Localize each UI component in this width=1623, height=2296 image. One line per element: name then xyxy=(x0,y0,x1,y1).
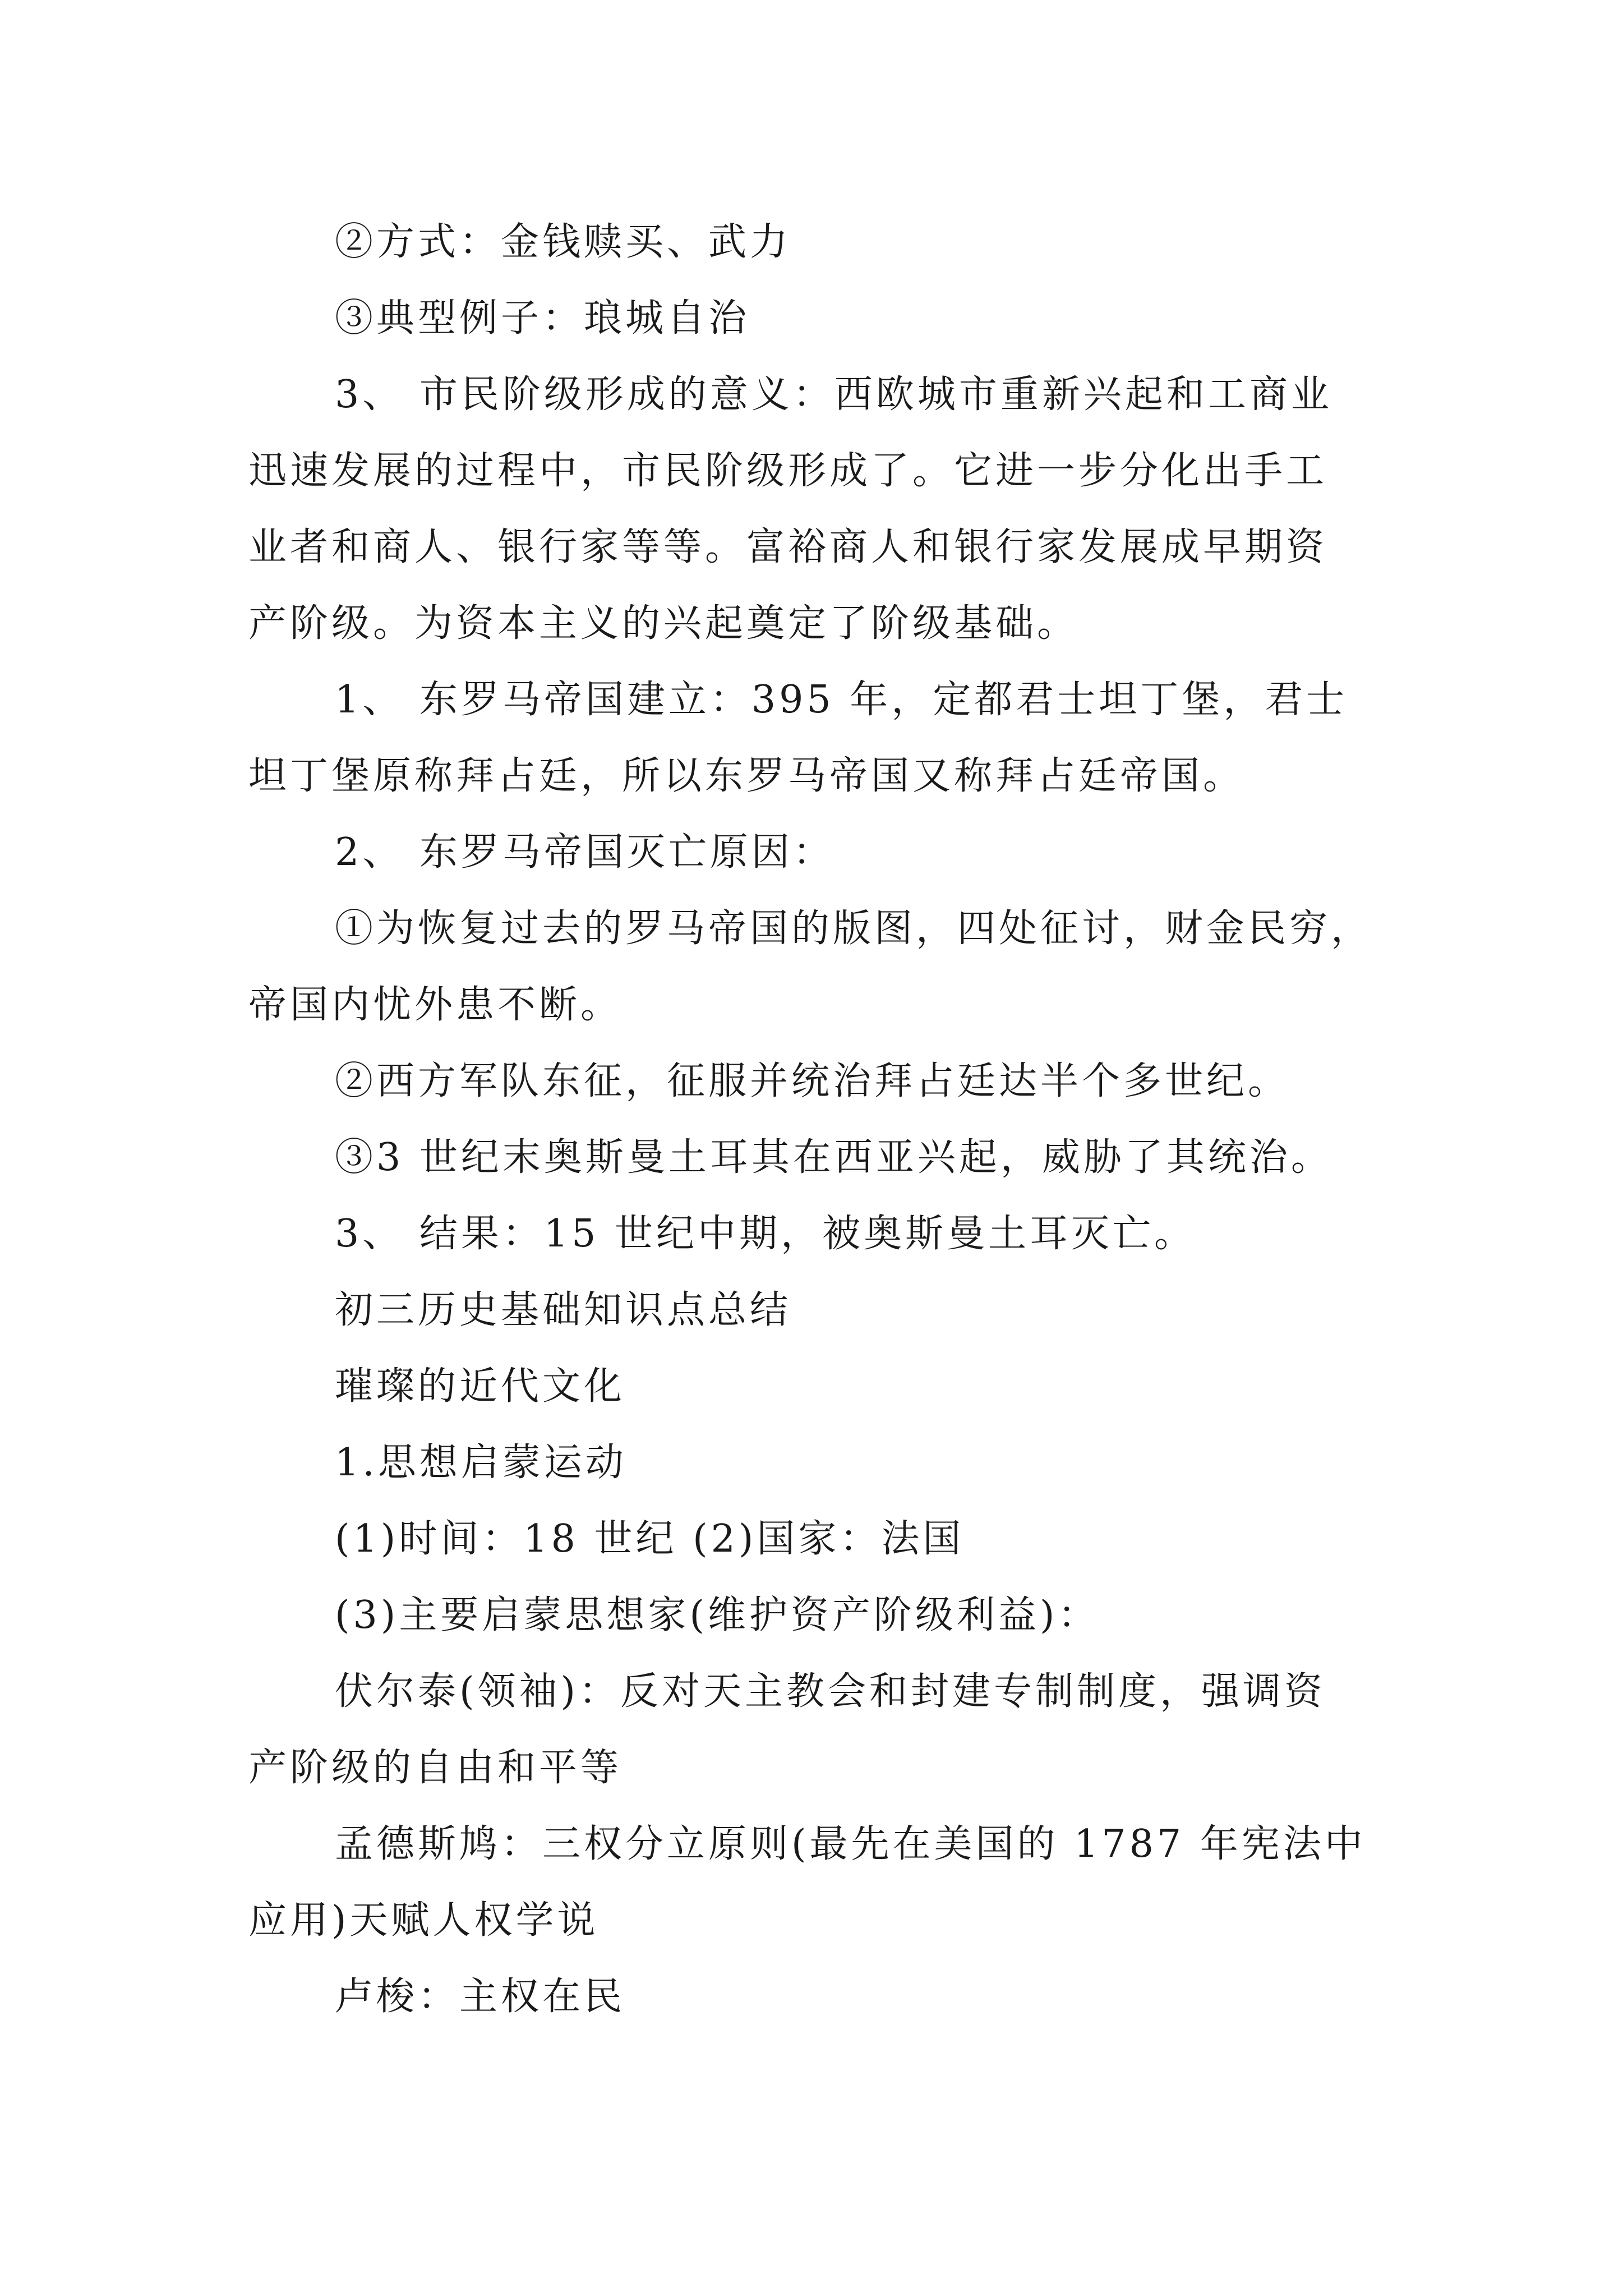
topic-enlightenment: 1.思想启蒙运动 xyxy=(335,1441,627,1485)
line-method: ②方式：金钱赎买、武力 xyxy=(335,220,792,264)
line-fall-cause-3: ③3 世纪末奥斯曼土耳其在西亚兴起，威胁了其统治。 xyxy=(335,1135,1332,1180)
line-montesquieu-1: 孟德斯鸠：三权分立原则(最先在美国的 1787 年宪法中 xyxy=(335,1822,1366,1866)
line-fall-cause-1b: 帝国内忧外患不断。 xyxy=(248,983,623,1027)
line-burgher-significance-1: 3、 市民阶级形成的意义：西欧城市重新兴起和工商业 xyxy=(335,372,1332,417)
line-voltaire-2: 产阶级的自由和平等 xyxy=(248,1746,623,1790)
line-fall-causes-heading: 2、 东罗马帝国灭亡原因： xyxy=(335,830,834,875)
line-fall-cause-2: ②西方军队东征，征服并统治拜占廷达半个多世纪。 xyxy=(335,1059,1290,1103)
line-byzantine-founding-1: 1、 东罗马帝国建立：395 年，定都君士坦丁堡，君士 xyxy=(335,678,1348,722)
line-thinkers-heading: (3)主要启蒙思想家(维护资产阶级利益)： xyxy=(335,1593,1100,1637)
line-voltaire-1: 伏尔泰(领袖)：反对天主教会和封建专制制度，强调资 xyxy=(335,1669,1326,1714)
line-burgher-significance-3: 业者和商人、银行家等等。富裕商人和银行家发展成早期资 xyxy=(248,525,1328,569)
line-fall-cause-1a: ①为恢复过去的罗马帝国的版图，四处征讨，财金民穷， xyxy=(335,907,1373,951)
subsection-title: 璀璨的近代文化 xyxy=(335,1364,626,1409)
line-time-country: (1)时间：18 世纪 (2)国家：法国 xyxy=(335,1517,965,1561)
line-montesquieu-2: 应用)天赋人权学说 xyxy=(248,1898,599,1943)
line-burgher-significance-2: 迅速发展的过程中，市民阶级形成了。它进一步分化出手工 xyxy=(248,449,1328,493)
line-rousseau: 卢梭：主权在民 xyxy=(335,1975,626,2019)
line-burgher-significance-4: 产阶级。为资本主义的兴起奠定了阶级基础。 xyxy=(248,601,1079,646)
section-title: 初三历史基础知识点总结 xyxy=(335,1288,792,1332)
line-fall-result: 3、 结果：15 世纪中期，被奥斯曼土耳灭亡。 xyxy=(335,1212,1196,1256)
line-example: ③典型例子：琅城自治 xyxy=(335,296,750,341)
line-byzantine-founding-2: 坦丁堡原称拜占廷，所以东罗马帝国又称拜占廷帝国。 xyxy=(248,754,1245,798)
